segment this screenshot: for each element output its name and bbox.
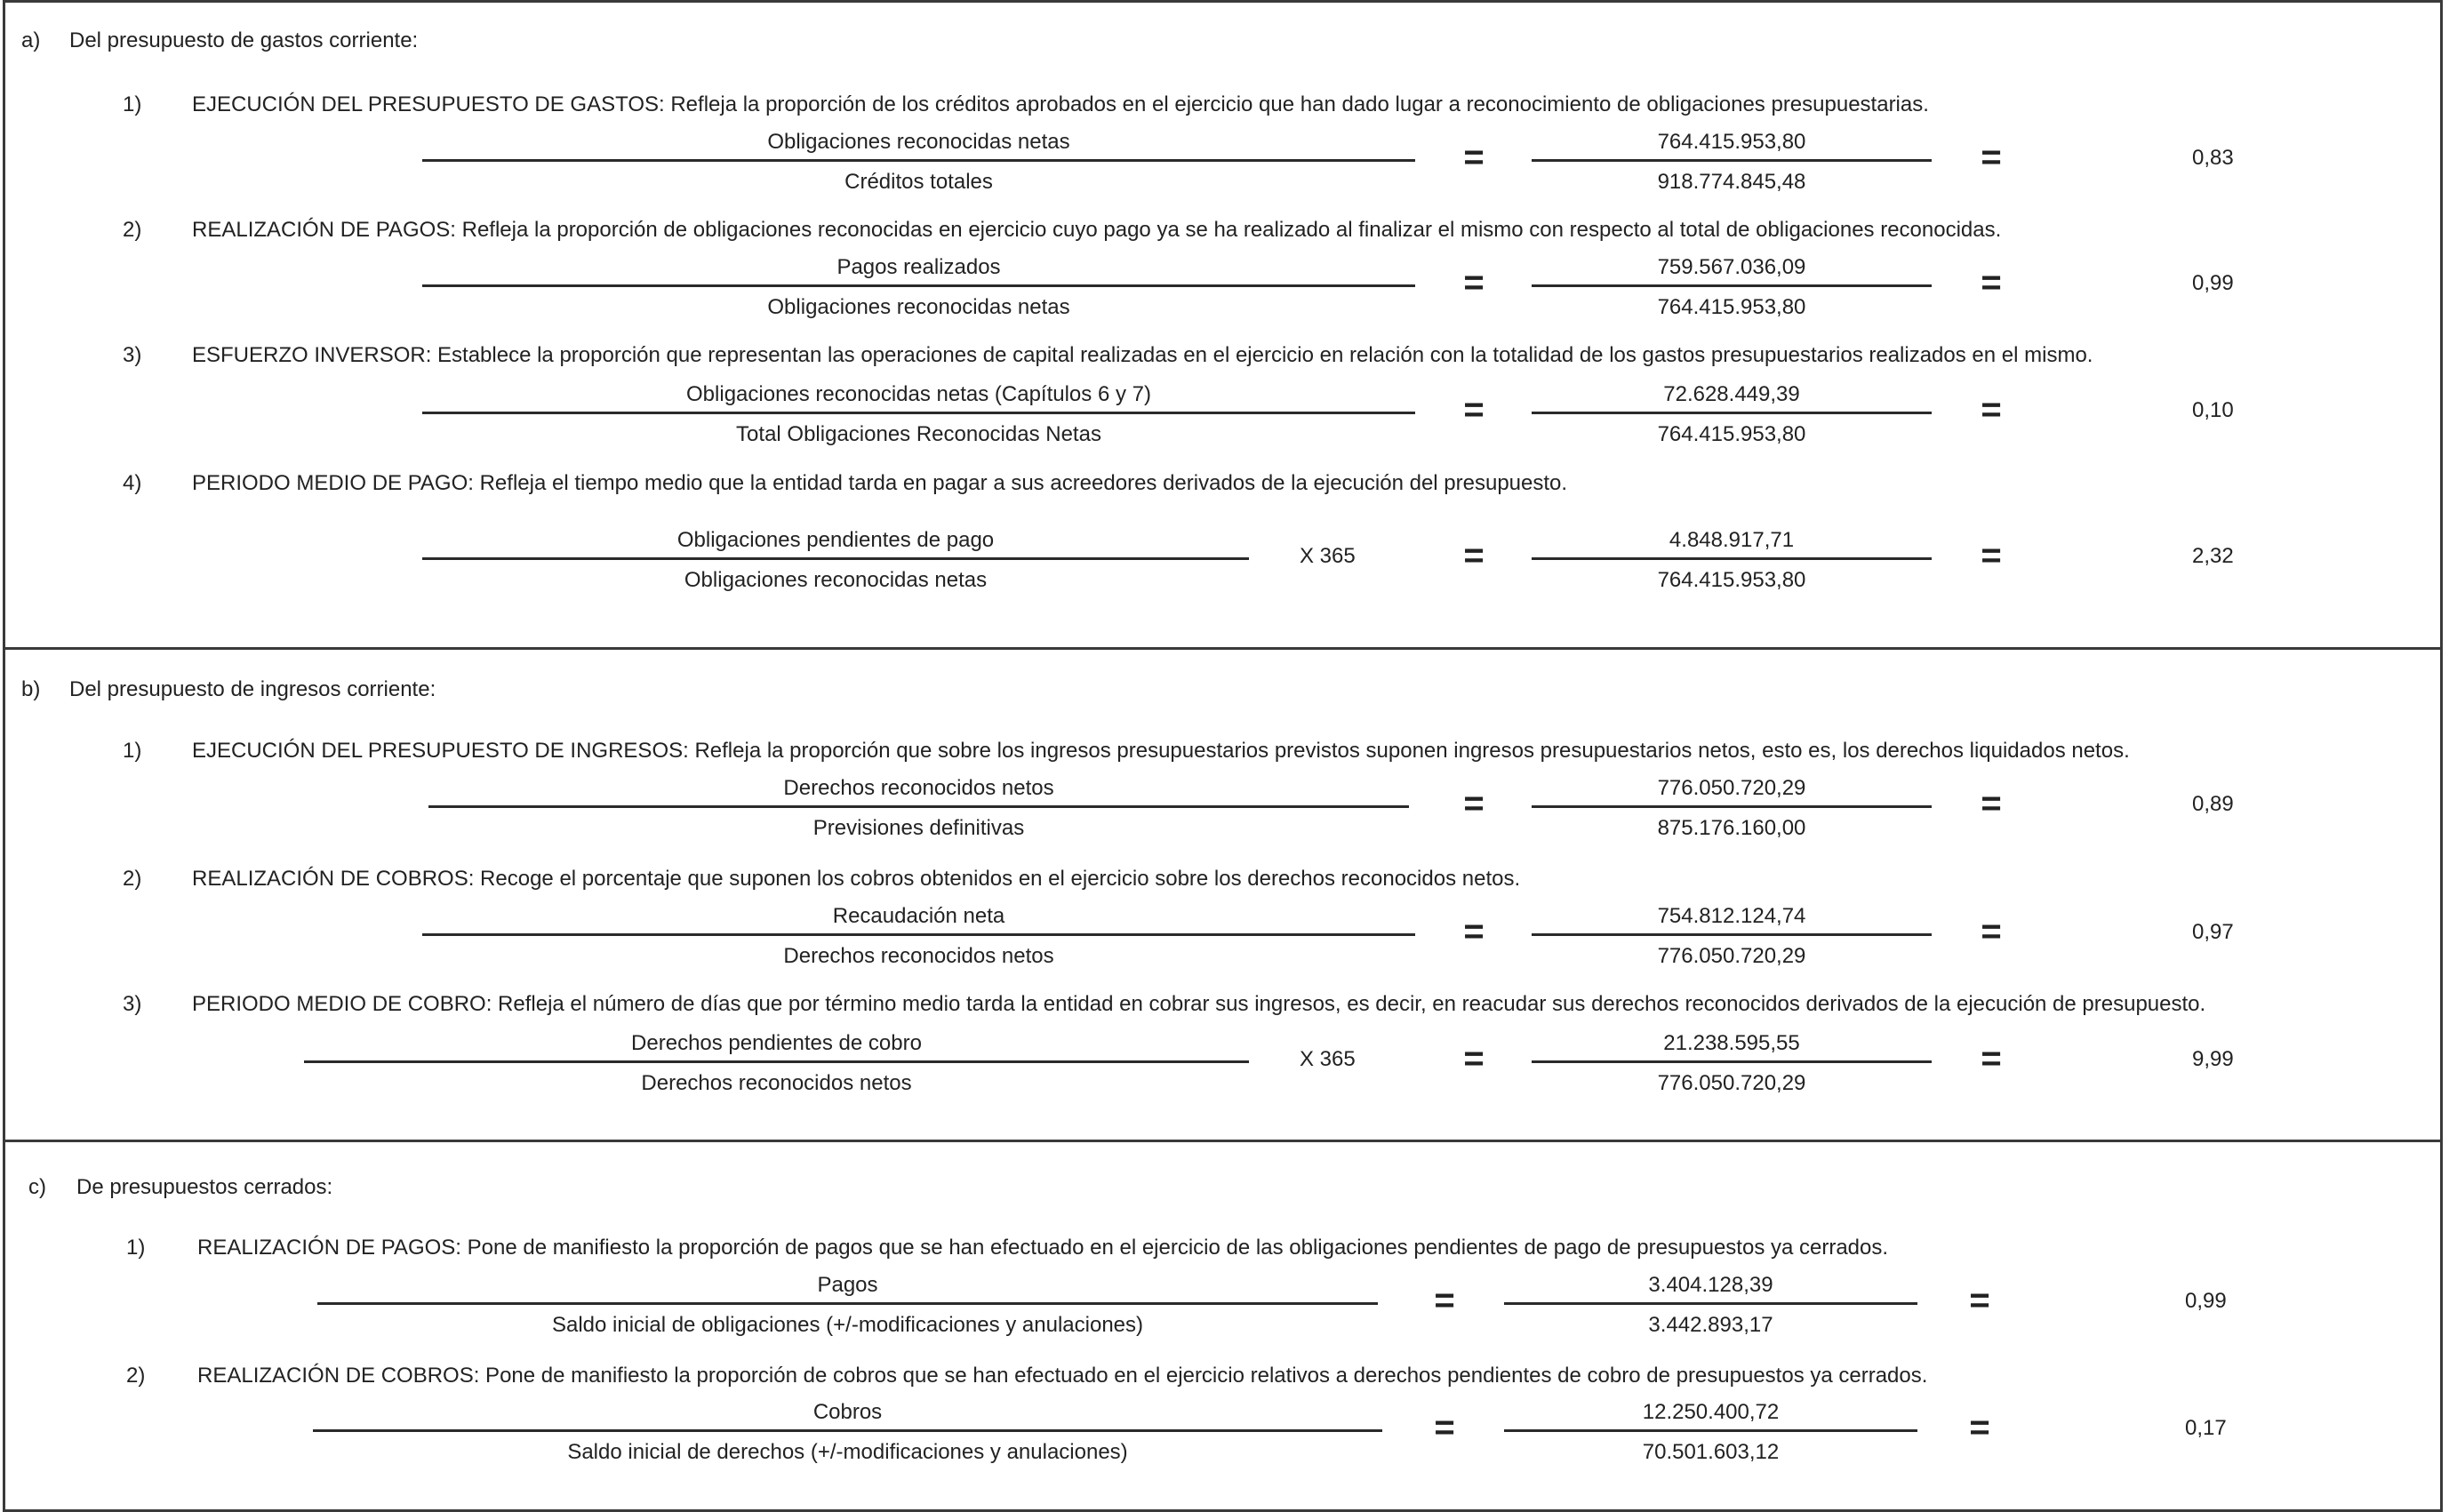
item-text: EJECUCIÓN DEL PRESUPUESTO DE GASTOS: Refleja la proporción de los créditos aprobados en el ejercicio que han dado lugar a reconocimiento de obligaciones presupuestarias. <box>192 92 1929 116</box>
fraction-line <box>422 159 1415 162</box>
equals-sign: = <box>1981 390 2002 429</box>
section-title-text: De presupuestos cerrados: <box>76 1175 333 1199</box>
item-text: ESFUERZO INVERSOR: Establece la proporción que representan las operaciones de capital realizadas en el ejercicio en relación con la totalidad de los gastos presupuestarios realizados en el mismo. <box>192 343 2093 367</box>
item-number: 2) <box>126 1364 146 1388</box>
item-text: REALIZACIÓN DE PAGOS: Refleja la proporción de obligaciones reconocidas en ejercicio cuyo pago ya se ha realizado al finalizar el mismo con respecto al total de obligaciones reconocidas. <box>192 218 2002 242</box>
fraction-line <box>422 284 1415 287</box>
indicator-description <box>123 867 2398 893</box>
numerator-label: Recaudación neta <box>832 904 1005 928</box>
denominator-label: Derechos reconocidos netos <box>641 1071 912 1095</box>
denominator-label: Saldo inicial de obligaciones (+/-modificaciones y anulaciones) <box>551 1313 1144 1337</box>
denominator-value: 764.415.953,80 <box>1657 422 1806 446</box>
indicator-description <box>123 343 2398 370</box>
indicator-description <box>123 471 2398 498</box>
fraction-line <box>1504 1429 1917 1432</box>
denominator-value: 875.176.160,00 <box>1657 816 1806 840</box>
item-text: PERIODO MEDIO DE COBRO: Refleja el número de días que por término medio tarda la entidad en cobrar sus ingresos, es decir, en reacudar sus derechos reconocidos derivados de la ejecución de presupuesto. <box>192 992 2206 1016</box>
denominator-label: Obligaciones reconocidas netas <box>767 295 1070 319</box>
item-text: REALIZACIÓN DE COBROS: Recoge el porcentaje que suponen los cobros obtenidos en el ejercicio sobre los derechos reconocidos netos. <box>192 867 1521 891</box>
denominator-label: Créditos totales <box>844 170 993 194</box>
equals-sign: = <box>1981 536 2002 575</box>
equals-sign: = <box>1969 1408 1990 1447</box>
equals-sign: = <box>1463 912 1485 951</box>
fraction-line <box>1532 933 1932 936</box>
numerator-value: 764.415.953,80 <box>1657 130 1806 154</box>
numerator-label: Derechos reconocidos netos <box>783 776 1054 800</box>
result-value: 0,10 <box>2192 398 2234 422</box>
denominator-value: 764.415.953,80 <box>1657 568 1806 592</box>
item-number: 2) <box>123 218 142 242</box>
result-value: 0,99 <box>2185 1289 2227 1313</box>
item-text: PERIODO MEDIO DE PAGO: Refleja el tiempo medio que la entidad tarda en pagar a sus acreedores derivados de la ejecución del presupuesto. <box>192 471 1568 495</box>
section-title <box>28 1175 332 1200</box>
denominator-label: Derechos reconocidos netos <box>783 944 1054 968</box>
numerator-label: Pagos <box>817 1273 878 1297</box>
equals-sign: = <box>1463 138 1485 177</box>
fraction-line <box>1532 1060 1932 1063</box>
fraction-line <box>1532 412 1932 414</box>
item-text: REALIZACIÓN DE COBROS: Pone de manifiesto la proporción de cobros que se han efectuado en el ejercicio relativos a derechos pendientes de cobro de presupuestos ya cerrados. <box>197 1364 1928 1388</box>
item-text: EJECUCIÓN DEL PRESUPUESTO DE INGRESOS: Refleja la proporción que sobre los ingresos presupuestarios previstos suponen ingresos presupuestarios netos, esto es, los derechos liquidados netos. <box>192 739 2130 763</box>
indicator-description <box>123 739 2398 765</box>
numerator-value: 754.812.124,74 <box>1657 904 1806 928</box>
numerator-value: 12.250.400,72 <box>1642 1400 1780 1424</box>
numerator-value: 21.238.595,55 <box>1663 1031 1800 1055</box>
indicator-description <box>123 92 2398 119</box>
fraction-line <box>1532 557 1932 560</box>
section-title-text: Del presupuesto de gastos corriente: <box>69 28 419 52</box>
denominator-value: 3.442.893,17 <box>1648 1313 1773 1337</box>
equals-sign: = <box>1981 138 2002 177</box>
equals-sign: = <box>1981 912 2002 951</box>
result-value: 0,17 <box>2185 1416 2227 1440</box>
denominator-label: Total Obligaciones Reconocidas Netas <box>736 422 1101 446</box>
fraction-line <box>1504 1302 1917 1305</box>
numerator-label: Pagos realizados <box>836 255 1001 279</box>
numerator-label: Obligaciones reconocidas netas <box>767 130 1070 154</box>
section-letter: c) <box>28 1175 46 1199</box>
numerator-label: Obligaciones reconocidas netas (Capítulos 6 y 7) <box>686 382 1151 406</box>
numerator-label: Cobros <box>812 1400 883 1424</box>
equals-sign: = <box>1981 1039 2002 1078</box>
equals-sign: = <box>1463 1039 1485 1078</box>
denominator-value: 776.050.720,29 <box>1657 1071 1806 1095</box>
section-letter: a) <box>21 28 41 52</box>
section-title <box>21 28 418 53</box>
denominator-label: Obligaciones reconocidas netas <box>684 568 988 592</box>
numerator-value: 776.050.720,29 <box>1657 776 1806 800</box>
result-value: 9,99 <box>2192 1047 2234 1071</box>
numerator-value: 72.628.449,39 <box>1663 382 1800 406</box>
equals-sign: = <box>1463 536 1485 575</box>
multiplier: X 365 <box>1300 1047 1356 1071</box>
item-number: 3) <box>123 343 142 367</box>
denominator-value: 70.501.603,12 <box>1642 1440 1780 1464</box>
multiplier: X 365 <box>1300 544 1356 568</box>
item-text: REALIZACIÓN DE PAGOS: Pone de manifiesto la proporción de pagos que se han efectuado en el ejercicio de las obligaciones pendientes de pago de presupuestos ya cerrados. <box>197 1236 1889 1260</box>
equals-sign: = <box>1463 784 1485 823</box>
equals-sign: = <box>1969 1281 1990 1320</box>
fraction-line <box>317 1302 1378 1305</box>
result-value: 0,97 <box>2192 920 2234 944</box>
fraction-line <box>304 1060 1249 1063</box>
denominator-label: Saldo inicial de derechos (+/-modificaciones y anulaciones) <box>567 1440 1128 1464</box>
equals-sign: = <box>1981 784 2002 823</box>
result-value: 0,99 <box>2192 271 2234 295</box>
indicator-description <box>126 1236 2402 1262</box>
fraction-line <box>422 933 1415 936</box>
item-number: 3) <box>123 992 142 1016</box>
numerator-value: 3.404.128,39 <box>1648 1273 1773 1297</box>
item-number: 1) <box>123 739 142 763</box>
item-number: 1) <box>126 1236 146 1260</box>
result-value: 2,32 <box>2192 544 2234 568</box>
equals-sign: = <box>1981 263 2002 302</box>
denominator-value: 918.774.845,48 <box>1657 170 1806 194</box>
item-number: 4) <box>123 471 142 495</box>
fraction-line <box>422 557 1249 560</box>
result-value: 0,83 <box>2192 146 2234 170</box>
denominator-label: Previsiones definitivas <box>812 816 1025 840</box>
fraction-line <box>313 1429 1382 1432</box>
fraction-line <box>422 412 1415 414</box>
section-title-text: Del presupuesto de ingresos corriente: <box>69 677 436 701</box>
item-number: 2) <box>123 867 142 891</box>
numerator-value: 759.567.036,09 <box>1657 255 1806 279</box>
denominator-value: 764.415.953,80 <box>1657 295 1806 319</box>
result-value: 0,89 <box>2192 792 2234 816</box>
indicator-description <box>126 1364 2402 1390</box>
equals-sign: = <box>1434 1281 1455 1320</box>
equals-sign: = <box>1463 263 1485 302</box>
numerator-label: Derechos pendientes de cobro <box>631 1031 922 1055</box>
item-number: 1) <box>123 92 142 116</box>
indicator-description <box>123 218 2398 244</box>
indicator-description <box>123 992 2398 1019</box>
equals-sign: = <box>1434 1408 1455 1447</box>
section-letter: b) <box>21 677 41 701</box>
numerator-label: Obligaciones pendientes de pago <box>676 528 995 552</box>
fraction-line <box>1532 805 1932 808</box>
section-title <box>21 677 436 702</box>
fraction-line <box>1532 159 1932 162</box>
numerator-value: 4.848.917,71 <box>1669 528 1795 552</box>
fraction-line <box>1532 284 1932 287</box>
section-b <box>3 647 2443 1142</box>
fraction-line <box>428 805 1409 808</box>
denominator-value: 776.050.720,29 <box>1657 944 1806 968</box>
equals-sign: = <box>1463 390 1485 429</box>
